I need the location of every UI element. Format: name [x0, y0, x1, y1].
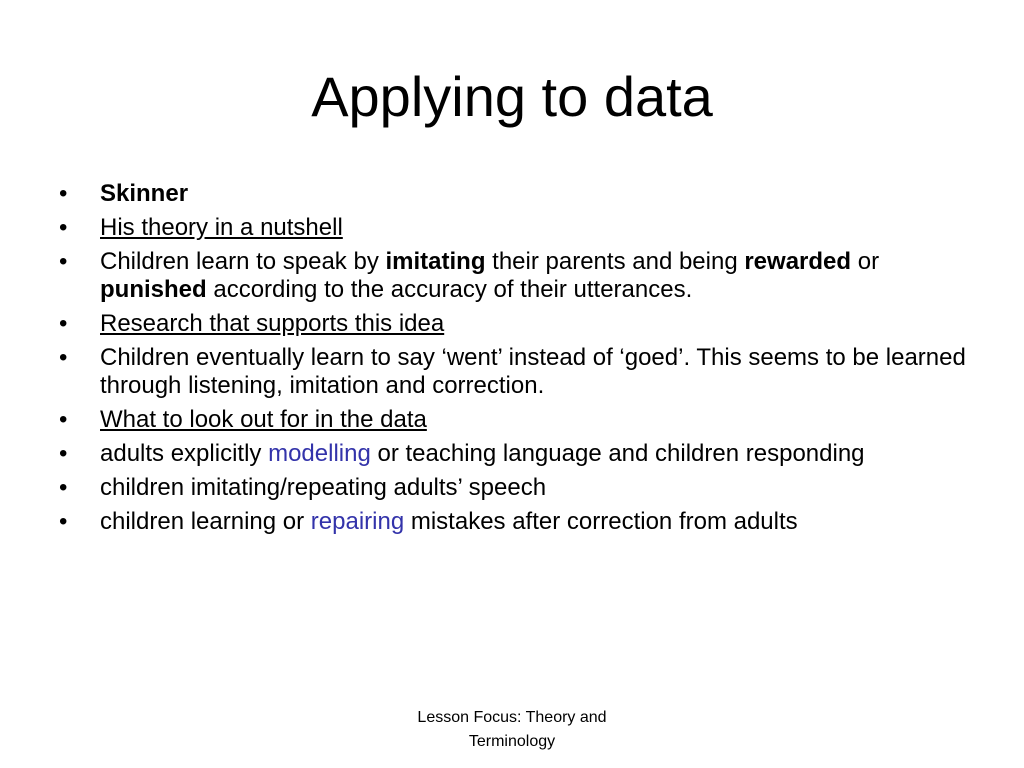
bullet-text: children learning or	[100, 508, 311, 535]
bullet-item-skinner	[59, 180, 970, 208]
bullet-item-research-text	[59, 344, 970, 400]
bullet-text-bold: rewarded	[744, 248, 852, 275]
bullet-marker: •	[59, 406, 68, 433]
bullet-text: or	[851, 248, 880, 275]
bullet-item-lookout-heading	[59, 406, 970, 434]
bullet-marker: •	[59, 180, 68, 207]
bullet-marker: •	[59, 310, 68, 337]
footer-line: Terminology	[468, 733, 556, 750]
highlight-term: modelling	[268, 440, 371, 467]
bullet-marker: •	[59, 248, 68, 275]
section-heading-underlined: What to look out for in the data	[100, 406, 427, 433]
bullet-text: their parents and being	[485, 248, 745, 275]
bullet-text: Children learn to speak by	[100, 248, 386, 275]
bullet-item-theory-text	[59, 248, 970, 304]
bullet-text: adults explicitly	[100, 440, 269, 467]
bullet-item-research-heading	[59, 310, 970, 338]
bullet-text-bold: punished	[100, 276, 207, 303]
bullet-item-repairing	[59, 508, 970, 536]
slide-footer	[362, 706, 662, 754]
bullet-marker: •	[59, 344, 68, 371]
bullet-text-bold: Skinner	[100, 180, 189, 207]
bullet-text: children imitating/repeating adults’ speech	[100, 474, 547, 501]
bullet-marker: •	[59, 214, 68, 241]
bullet-item-imitating	[59, 474, 970, 502]
bullet-text: or teaching language and children responding	[370, 440, 865, 467]
footer-line: Lesson Focus: Theory and	[417, 709, 607, 726]
section-heading-underlined: Research that supports this idea	[100, 310, 445, 337]
slide-title: Applying to data	[311, 65, 713, 128]
bullet-item-theory-heading	[59, 214, 970, 242]
bullet-marker: •	[59, 440, 68, 467]
bullet-text: mistakes after correction from adults	[404, 508, 798, 535]
bullet-text: according to the accuracy of their utterances.	[206, 276, 693, 303]
bullet-item-modelling	[59, 440, 970, 468]
bullet-list	[59, 180, 970, 542]
section-heading-underlined: His theory in a nutshell	[100, 214, 343, 241]
bullet-text-bold: imitating	[385, 248, 486, 275]
bullet-marker: •	[59, 508, 68, 535]
bullet-marker: •	[59, 474, 68, 501]
highlight-term: repairing	[310, 508, 405, 535]
bullet-text: Children eventually learn to say ‘went’ instead of ‘goed’. This seems to be learned through listening, imitation and correction.	[100, 344, 966, 399]
